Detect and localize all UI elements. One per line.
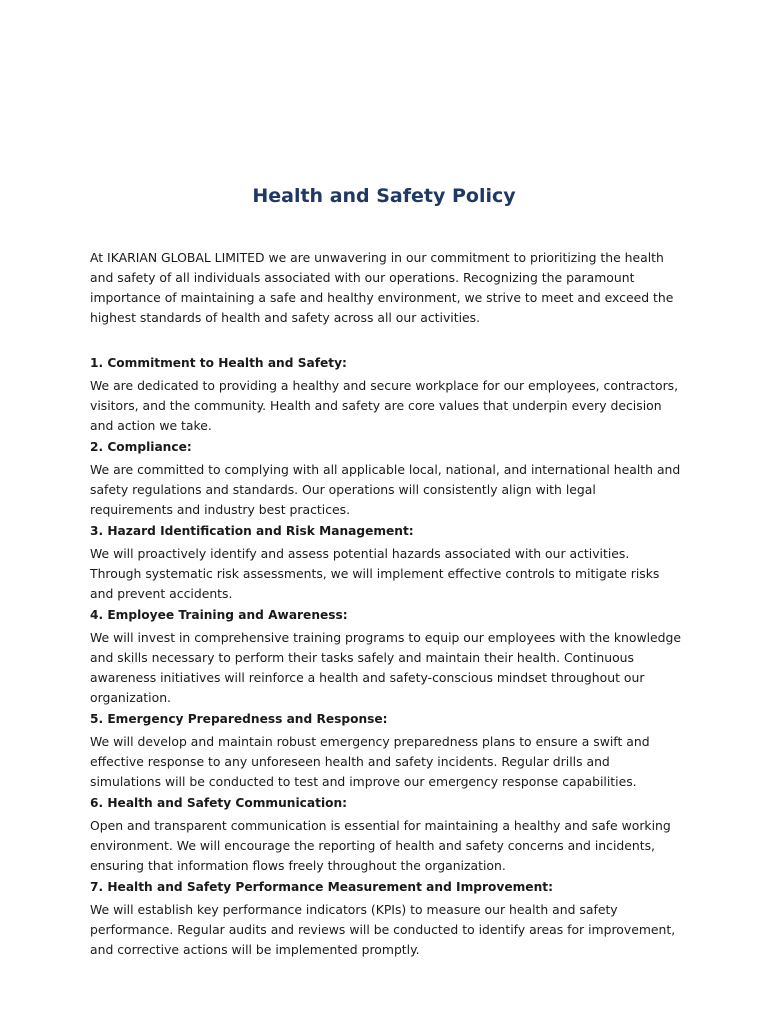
section-compliance — [90, 438, 682, 520]
section-body: We will proactively identify and assess potential hazards associated with our activities. Through systematic risk assessments, we will implement effective controls to mitigate risks and prevent accidents. — [90, 546, 660, 601]
section-commitment — [90, 354, 682, 436]
section-body: We are dedicated to providing a healthy and secure workplace for our employees, contractors, visitors, and the community. Health and safety are core values that underpin every decision and action we take. — [90, 378, 679, 433]
section-heading: 3. Hazard Identification and Risk Management: — [90, 524, 414, 538]
page-title: Health and Safety Policy — [252, 185, 516, 207]
section-body: We will develop and maintain robust emergency preparedness plans to ensure a swift and effective response to any unforeseen health and safety incidents. Regular drills and simulations will be conducted to test and improve our emergency response capabilities. — [90, 734, 650, 789]
section-performance-measurement — [90, 878, 682, 960]
section-employee-training — [90, 606, 682, 708]
intro-paragraph: At IKARIAN GLOBAL LIMITED we are unwavering in our commitment to prioritizing the health and safety of all individuals associated with our operations. Recognizing the paramount importance of maintaining a safe and healthy environment, we strive to meet and exceed the highest standards of health and safety across all our activities. — [90, 250, 674, 325]
document-body — [90, 248, 682, 962]
section-body: Open and transparent communication is essential for maintaining a healthy and safe working environment. We will encourage the reporting of health and safety concerns and incidents, ensuring that information flows freely throughout the organization. — [90, 818, 671, 873]
section-heading: 5. Emergency Preparedness and Response: — [90, 712, 388, 726]
section-heading: 7. Health and Safety Performance Measurement and Improvement: — [90, 880, 553, 894]
section-heading: 1. Commitment to Health and Safety: — [90, 356, 347, 370]
section-heading: 4. Employee Training and Awareness: — [90, 608, 348, 622]
section-heading: 6. Health and Safety Communication: — [90, 796, 348, 810]
section-body: We will establish key performance indicators (KPIs) to measure our health and safety performance. Regular audits and reviews will be conducted to identify areas for improvement, and corrective actions will be implemented promptly. — [90, 902, 676, 957]
section-body: We will invest in comprehensive training programs to equip our employees with the knowledge and skills necessary to perform their tasks safely and maintain their health. Continuous awareness initiatives will reinforce a health and safety-conscious mindset throughout our organization. — [90, 630, 681, 705]
section-heading: 2. Compliance: — [90, 440, 192, 454]
section-emergency-preparedness — [90, 710, 682, 792]
section-hazard-identification — [90, 522, 682, 604]
section-communication — [90, 794, 682, 876]
section-body: We are committed to complying with all applicable local, national, and international health and safety regulations and standards. Our operations will consistently align with legal requirements and industry best practices. — [90, 462, 681, 517]
